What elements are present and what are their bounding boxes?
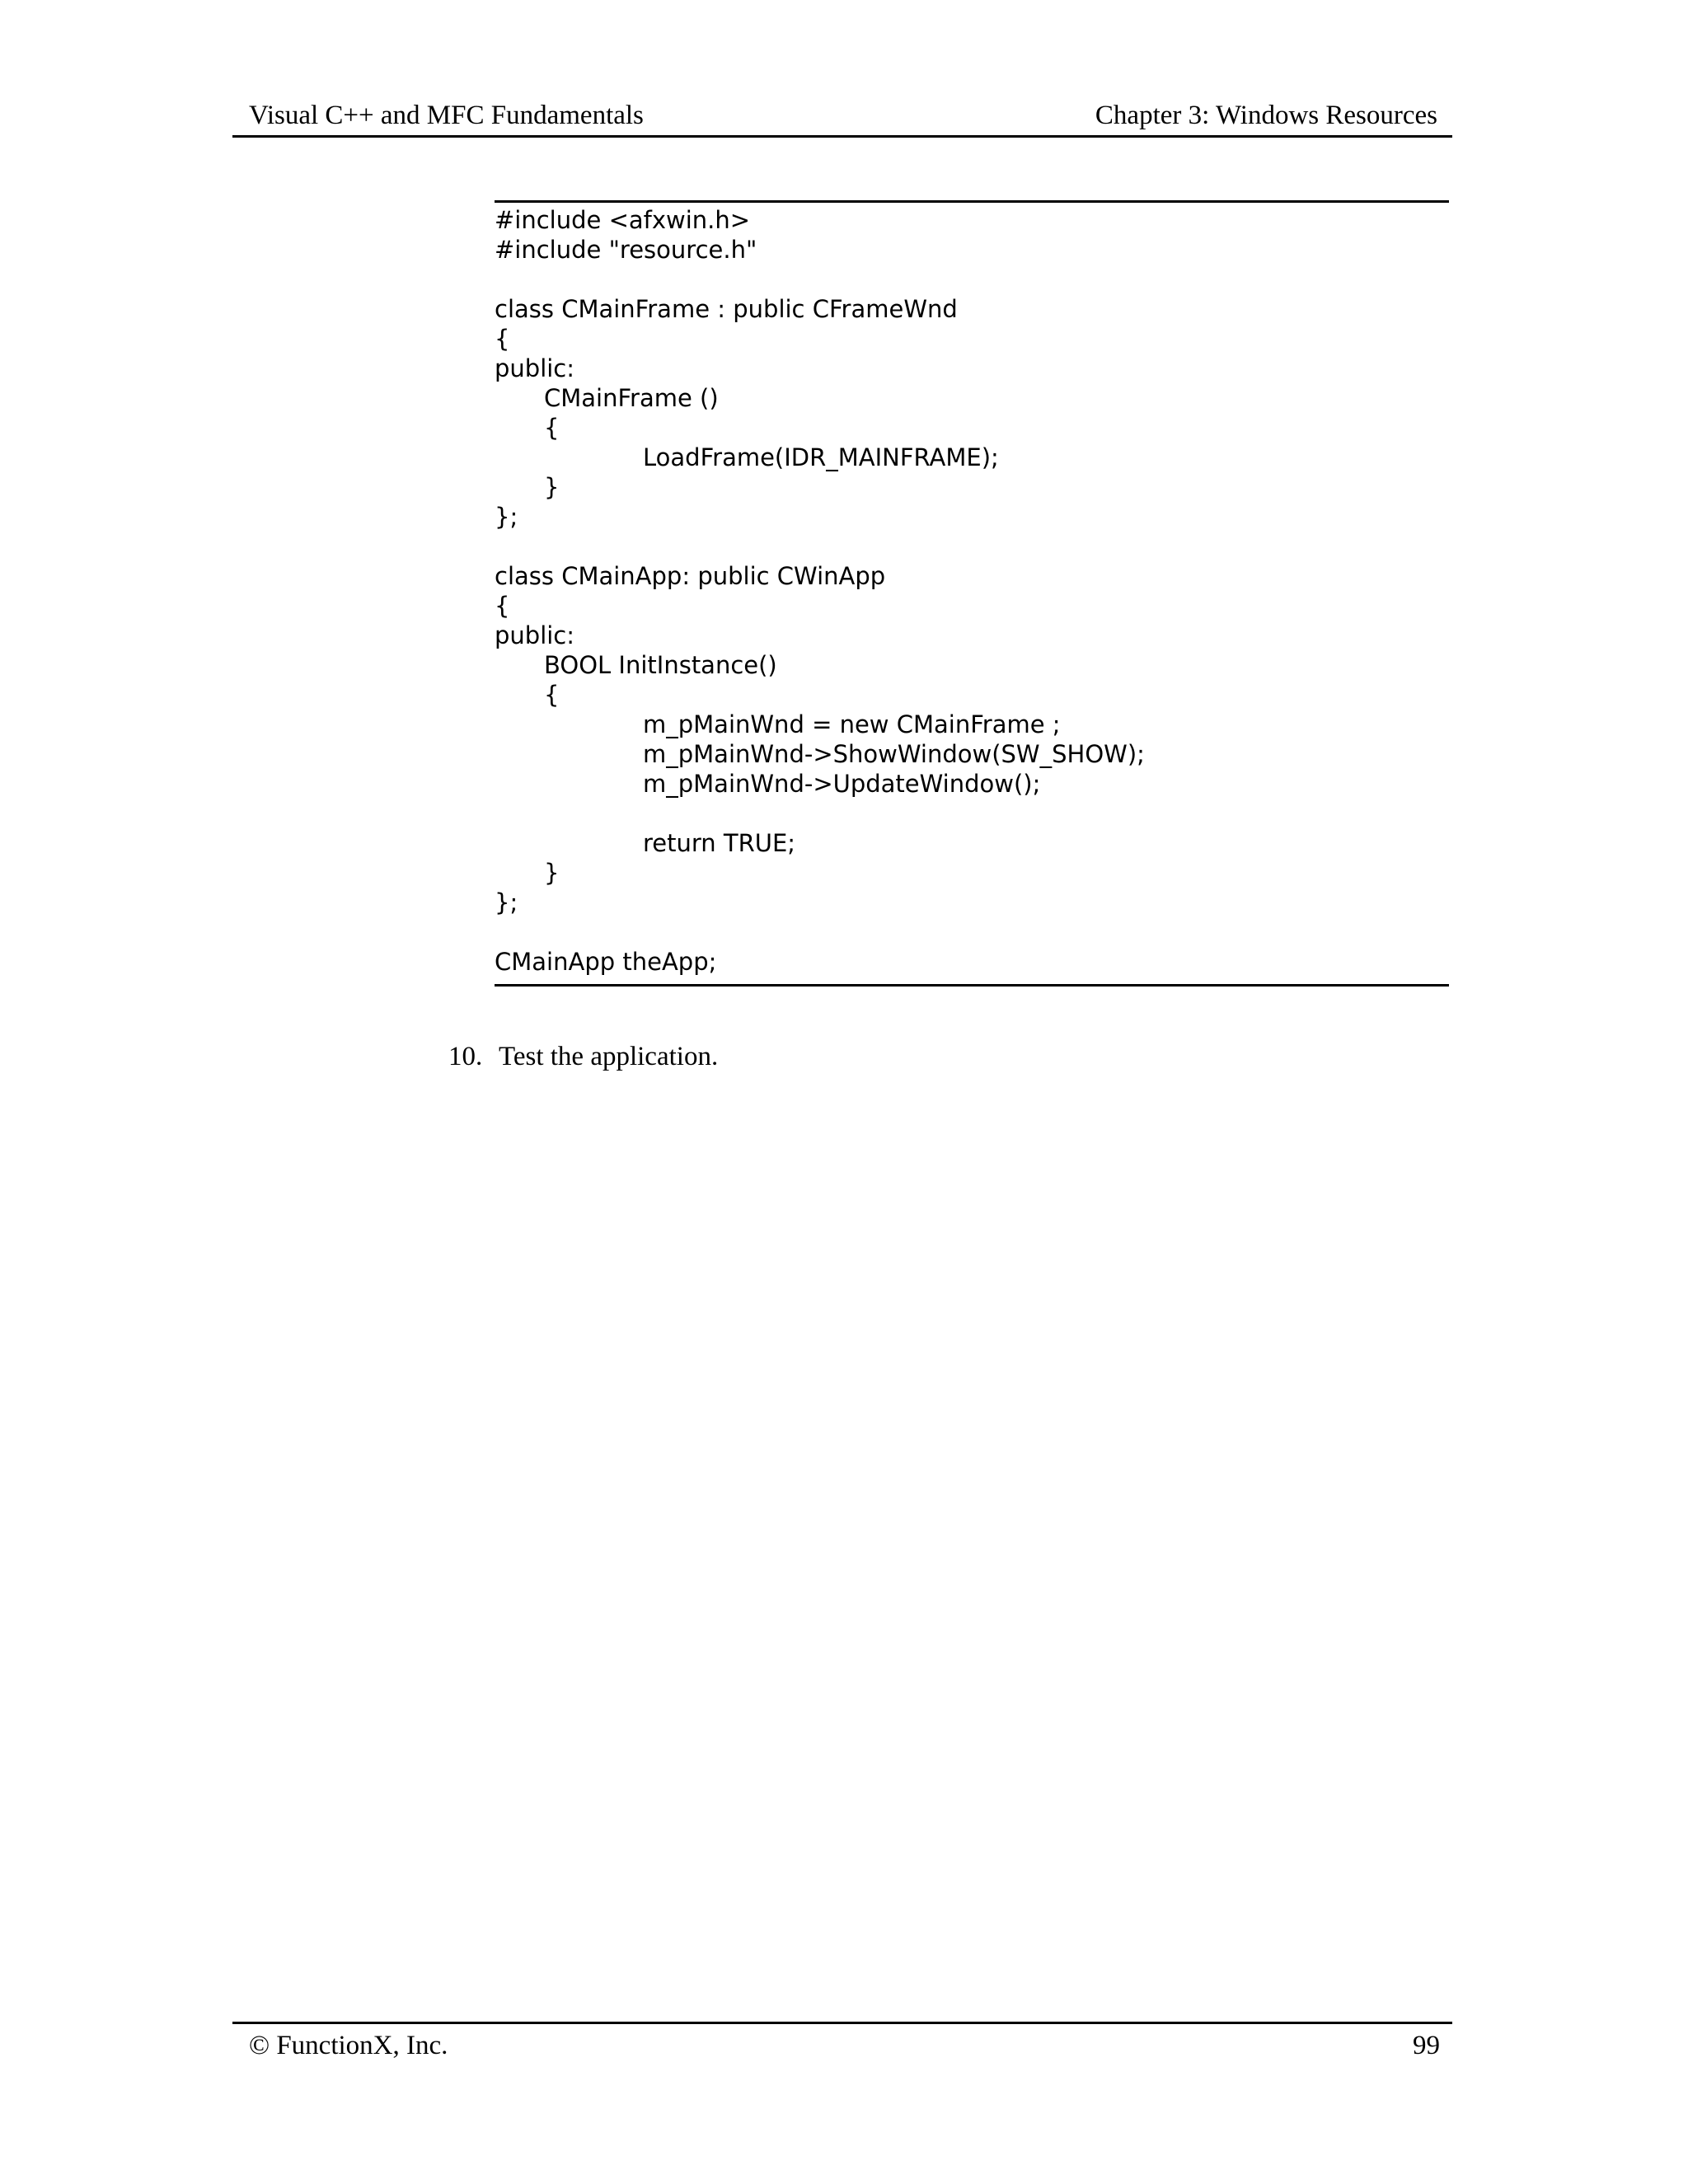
code-line: CMainApp theApp;: [495, 948, 717, 976]
page-footer: [232, 2022, 1452, 2067]
code-line: #include "resource.h": [495, 236, 757, 264]
code-line: #include <afxwin.h>: [495, 206, 751, 234]
page-header: [232, 97, 1452, 138]
chapter-title: Chapter 3: Windows Resources: [1095, 101, 1437, 130]
step-text: Test the application.: [499, 1042, 719, 1071]
code-line: {: [544, 414, 560, 442]
code-line: CMainFrame (): [544, 384, 719, 412]
code-line: LoadFrame(IDR_MAINFRAME);: [643, 443, 999, 471]
step-number: 10.: [448, 1042, 483, 1071]
copyright-text: © FunctionX, Inc.: [249, 2031, 448, 2060]
code-line: public:: [495, 354, 575, 382]
code-line: {: [544, 681, 560, 709]
code-line: m_pMainWnd = new CMainFrame ;: [643, 710, 1061, 738]
page-number: 99: [1413, 2031, 1440, 2060]
code-line: m_pMainWnd->UpdateWindow();: [643, 770, 1041, 798]
code-line: };: [495, 503, 518, 531]
code-line: }: [544, 859, 560, 887]
code-listing: [495, 200, 1449, 987]
code-line: {: [495, 592, 510, 620]
code-line: class CMainFrame : public CFrameWnd: [495, 295, 958, 323]
code-line: class CMainApp: public CWinApp: [495, 562, 886, 590]
code-line: m_pMainWnd->ShowWindow(SW_SHOW);: [643, 740, 1145, 768]
code-line: BOOL InitInstance(): [544, 651, 777, 679]
code-line: public:: [495, 621, 575, 649]
code-line: {: [495, 325, 510, 353]
code-line: return TRUE;: [643, 829, 796, 857]
book-title: Visual C++ and MFC Fundamentals: [249, 101, 644, 130]
code-line: }: [544, 473, 560, 501]
code-line: };: [495, 888, 518, 916]
